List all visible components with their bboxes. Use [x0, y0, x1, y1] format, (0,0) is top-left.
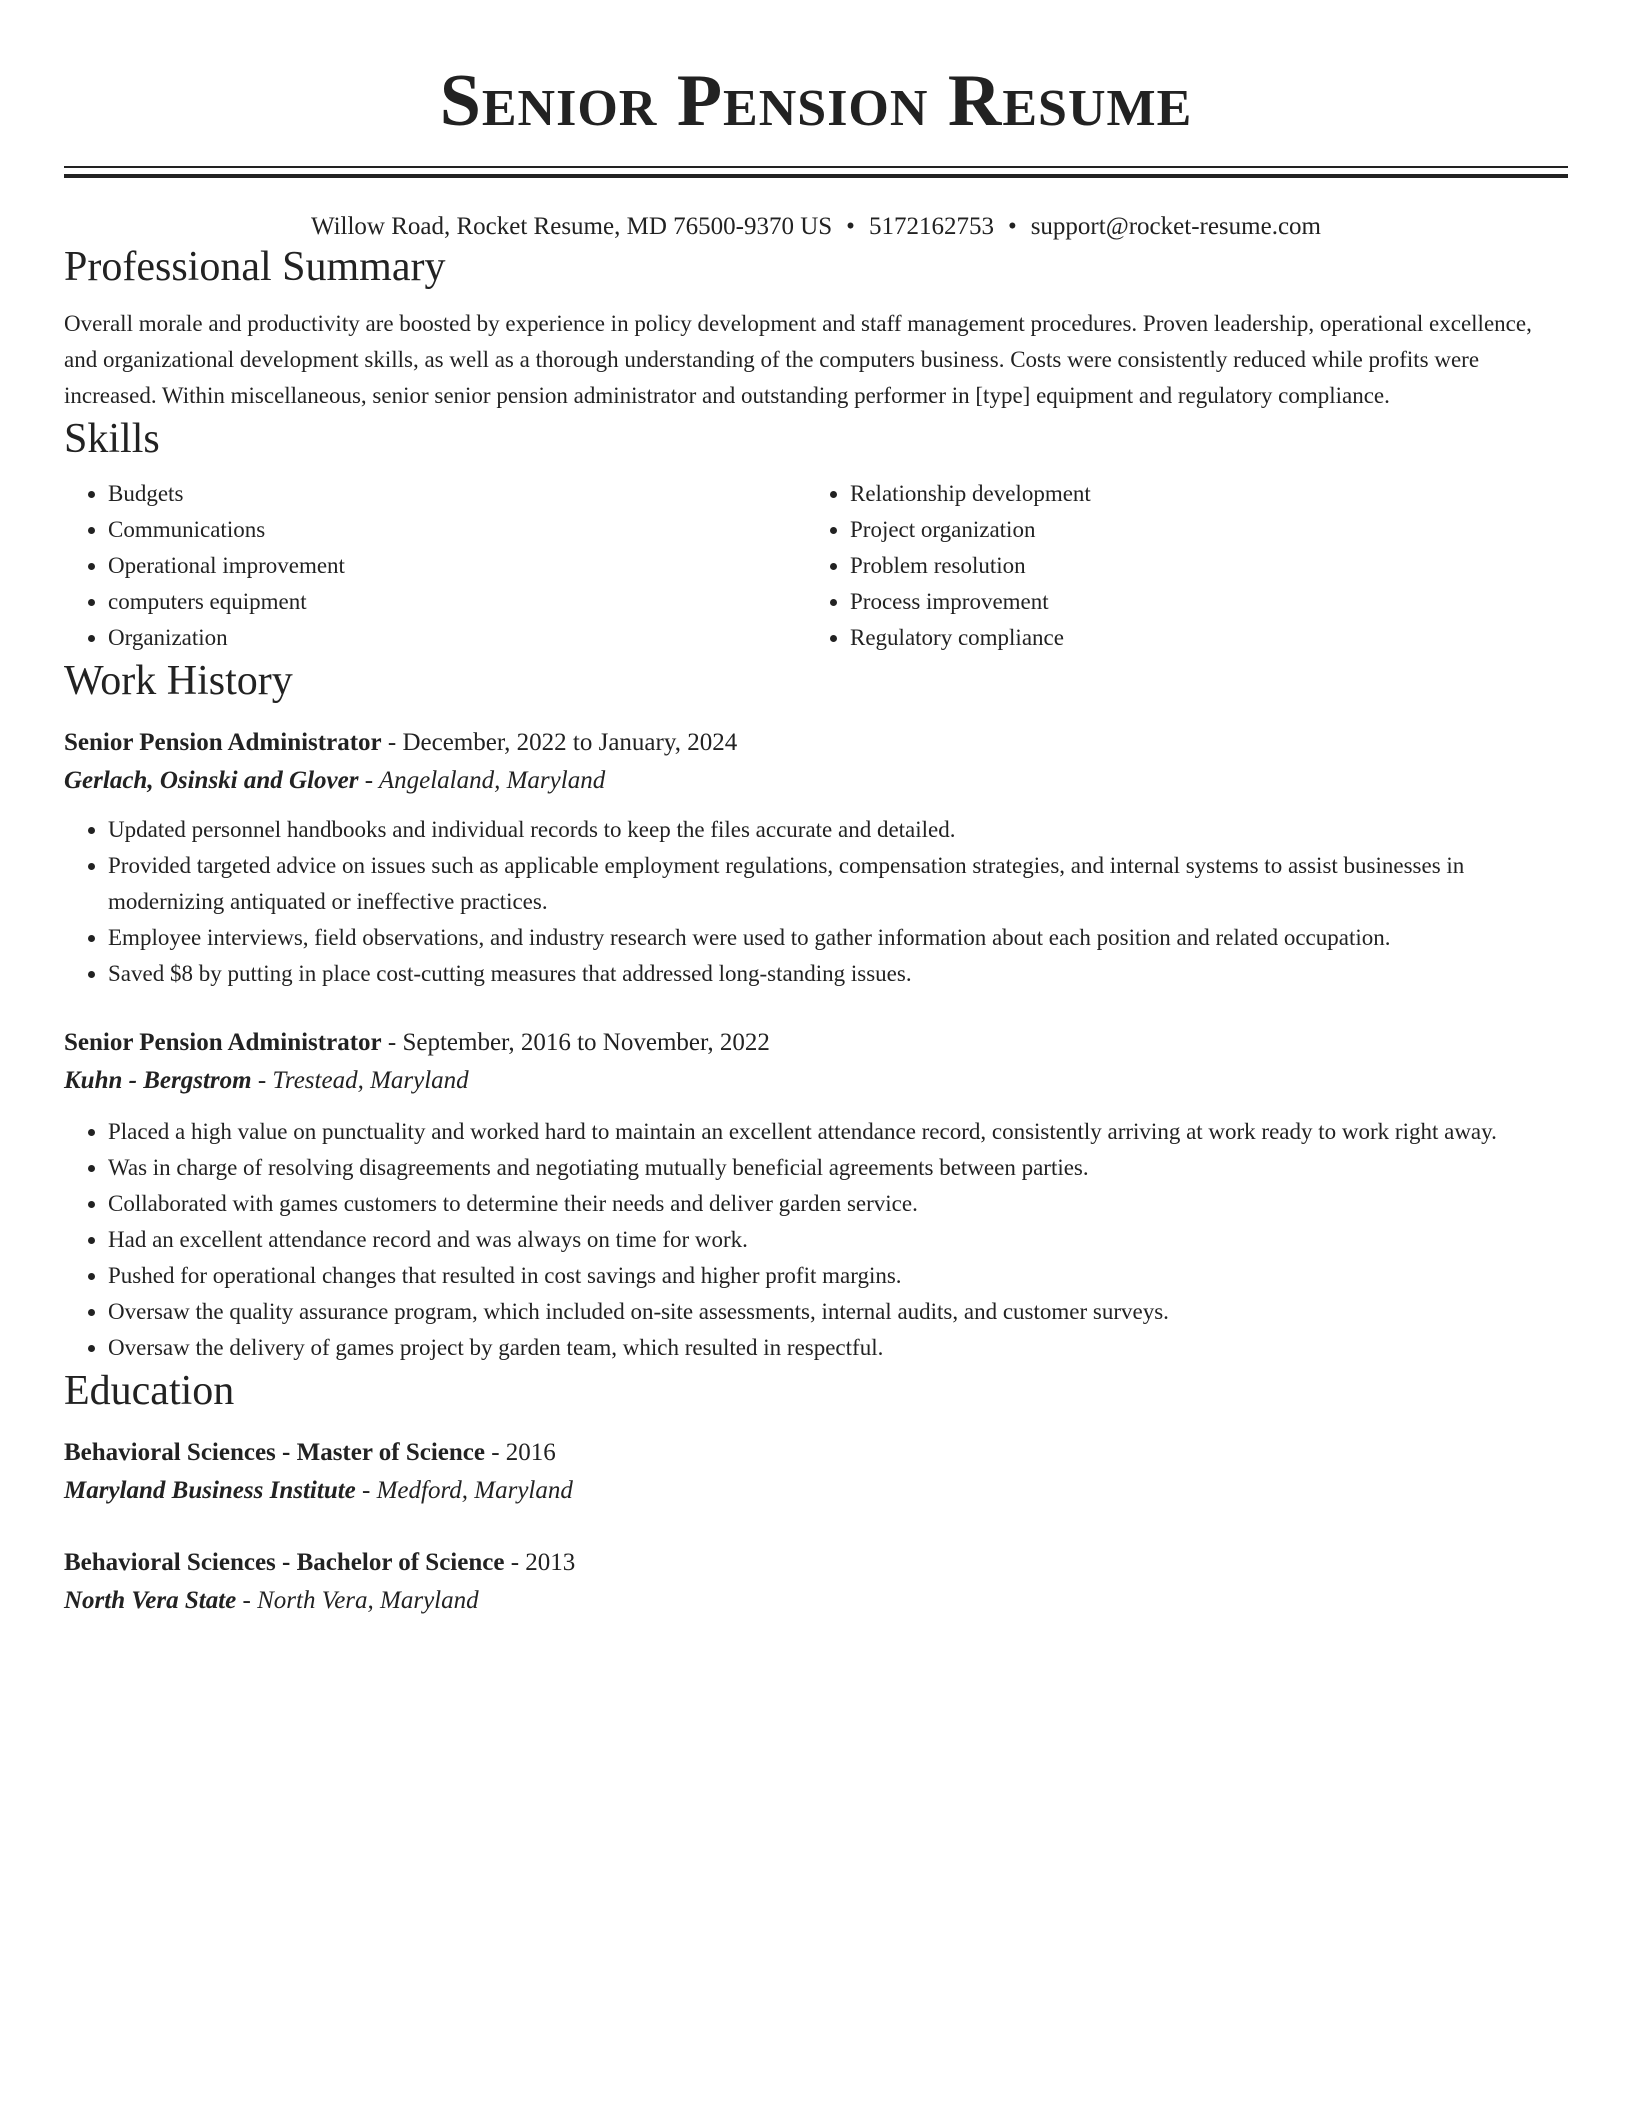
skill-item: • Regulatory compliance [850, 620, 1548, 656]
education-entry [64, 1544, 1568, 1620]
degree-year: - 2013 [504, 1549, 576, 1576]
job-duties [64, 812, 1568, 992]
title-divider [64, 166, 1568, 178]
duty-item: • Updated personnel handbooks and individual records to keep the files accurate and detailed. [108, 812, 1568, 848]
employer-name: Gerlach, Osinski and Glover [64, 767, 359, 794]
degree-name: Behavioral Sciences - Master of Science [64, 1439, 485, 1466]
contact-separator: • [1007, 213, 1017, 240]
skill-item: • Project organization [850, 512, 1548, 548]
skill-item: • Relationship development [850, 476, 1548, 512]
contact-line [64, 212, 1568, 242]
skill-item: • Budgets [108, 476, 806, 512]
contact-phone: 5172162753 [868, 213, 994, 240]
summary-heading: Professional Summary [64, 244, 446, 290]
job-duties [64, 1114, 1568, 1366]
duty-item: • Saved $8 by putting in place cost-cutting measures that addressed long-standing issues. [108, 956, 1568, 992]
school-line [64, 1472, 1568, 1510]
resume-title: Senior Pension Resume [439, 60, 1193, 142]
duty-item: • Oversaw the delivery of games project by garden team, which resulted in respectful. [108, 1330, 1568, 1366]
job-title-line [64, 1024, 1568, 1062]
skill-item: • Process improvement [850, 584, 1548, 620]
education-heading: Education [64, 1368, 235, 1414]
contact-address: Willow Road, Rocket Resume, MD 76500-9370 US [310, 213, 833, 240]
degree-line [64, 1434, 1568, 1472]
skills-column-right [806, 476, 1548, 656]
job-entry [64, 1024, 1568, 1366]
work-history-heading: Work History [64, 658, 293, 704]
school-line [64, 1582, 1568, 1620]
employer-line [64, 1062, 1568, 1100]
school-name: North Vera State [64, 1587, 237, 1614]
education-entry [64, 1434, 1568, 1510]
skill-item: • Problem resolution [850, 548, 1548, 584]
job-dates: - September, 2016 to November, 2022 [381, 1029, 770, 1056]
duty-item: • Employee interviews, field observations, and industry research were used to gather information about each position and related occupation. [108, 920, 1568, 956]
job-dates: - December, 2022 to January, 2024 [381, 729, 738, 756]
school-name: Maryland Business Institute [64, 1477, 356, 1504]
skills-heading: Skills [64, 416, 160, 462]
skill-item: • computers equipment [108, 584, 806, 620]
summary-text: Overall morale and productivity are boosted by experience in policy development and staff management procedures. Proven leadership, operational excellence, and organizational development skills, as well as a thorough understanding of the computers business. Costs were consistently reduced while profits were increased. Within miscellaneous, senior senior pension administrator and outstanding performer in [type] equipment and regulatory compliance. [64, 311, 1532, 408]
employer-name: Kuhn - Bergstrom [64, 1067, 252, 1094]
employer-line [64, 762, 1568, 800]
duty-item: • Had an excellent attendance record and was always on time for work. [108, 1222, 1568, 1258]
skill-item: • Communications [108, 512, 806, 548]
job-entry [64, 724, 1568, 992]
employer-location: - Angelaland, Maryland [358, 767, 606, 794]
duty-item: • Collaborated with games customers to determine their needs and deliver garden service. [108, 1186, 1568, 1222]
employer-location: - Trestead, Maryland [251, 1067, 469, 1094]
skill-item: • Organization [108, 620, 806, 656]
skill-item: • Operational improvement [108, 548, 806, 584]
degree-name: Behavioral Sciences - Bachelor of Science [64, 1549, 505, 1576]
duty-item: • Oversaw the quality assurance program, which included on-site assessments, internal audits, and customer surveys. [108, 1294, 1568, 1330]
duty-item: • Placed a high value on punctuality and worked hard to maintain an excellent attendance record, consistently arriving at work ready to work right away. [108, 1114, 1568, 1150]
duty-item: • Was in charge of resolving disagreements and negotiating mutually beneficial agreements between parties. [108, 1150, 1568, 1186]
skills-list [64, 476, 1568, 656]
job-title: Senior Pension Administrator [64, 1029, 382, 1056]
school-location: - North Vera, Maryland [236, 1587, 479, 1614]
job-title: Senior Pension Administrator [64, 729, 382, 756]
school-location: - Medford, Maryland [355, 1477, 573, 1504]
duty-item: • Pushed for operational changes that resulted in cost savings and higher profit margins. [108, 1258, 1568, 1294]
degree-year: - 2016 [484, 1439, 556, 1466]
duty-item: • Provided targeted advice on issues such as applicable employment regulations, compensation strategies, and internal systems to assist businesses in modernizing antiquated or ineffective practices. [108, 848, 1568, 920]
contact-email: support@rocket-resume.com [1030, 213, 1321, 240]
skills-column-left [64, 476, 806, 656]
job-title-line [64, 724, 1568, 762]
contact-separator: • [846, 213, 855, 240]
degree-line [64, 1544, 1568, 1582]
